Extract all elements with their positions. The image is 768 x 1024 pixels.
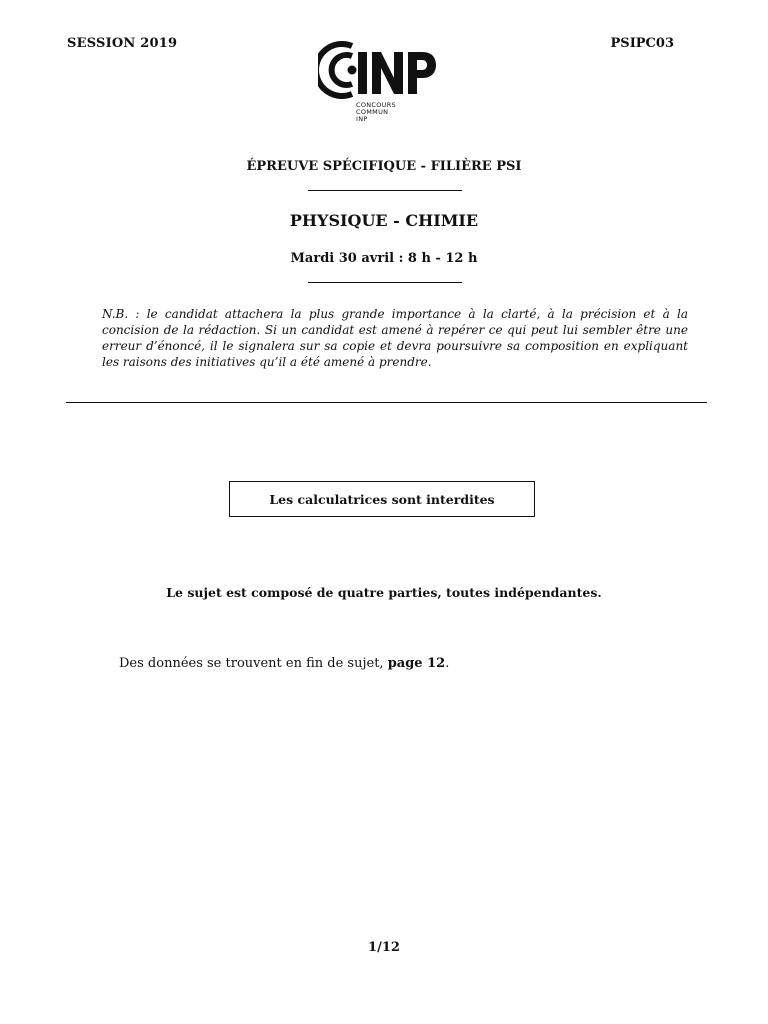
exam-code: PSIPC03 (610, 36, 674, 51)
session-label: SESSION 2019 (67, 36, 178, 51)
data-page-ref: page 12 (387, 656, 446, 671)
inp-logo-mark-icon (318, 38, 448, 102)
exam-date: Mardi 30 avril : 8 h - 12 h (290, 251, 478, 266)
calculator-notice-box (229, 481, 535, 517)
subject-title: PHYSIQUE - CHIMIE (289, 211, 479, 230)
structure-note: Le sujet est composé de quatre parties, toutes indépendantes. (166, 585, 602, 600)
logo-caption: CONCOURS COMMUN INP (356, 101, 396, 123)
date-rule (308, 282, 462, 283)
page-number: 1/12 (368, 940, 400, 955)
epreuve-title: ÉPREUVE SPÉCIFIQUE - FILIÈRE PSI (246, 159, 522, 174)
inp-logo (318, 38, 448, 130)
candidate-notice: N.B. : le candidat attachera la plus grande importance à la clarté, à la précision et à la concision de la rédaction. Si un candidat est amené à repérer ce qui peut lui sembler être une erreur d’énoncé, il le signalera sur sa copie et devra poursuivre sa composition en expliquant les raisons des initiatives qu’il a été amené à prendre. (102, 307, 688, 369)
data-note: Des données se trouvent en fin de sujet, page 12. (119, 656, 450, 671)
calculator-notice: Les calculatrices sont interdites (269, 491, 495, 507)
title-rule (308, 190, 462, 191)
section-divider (66, 402, 707, 403)
